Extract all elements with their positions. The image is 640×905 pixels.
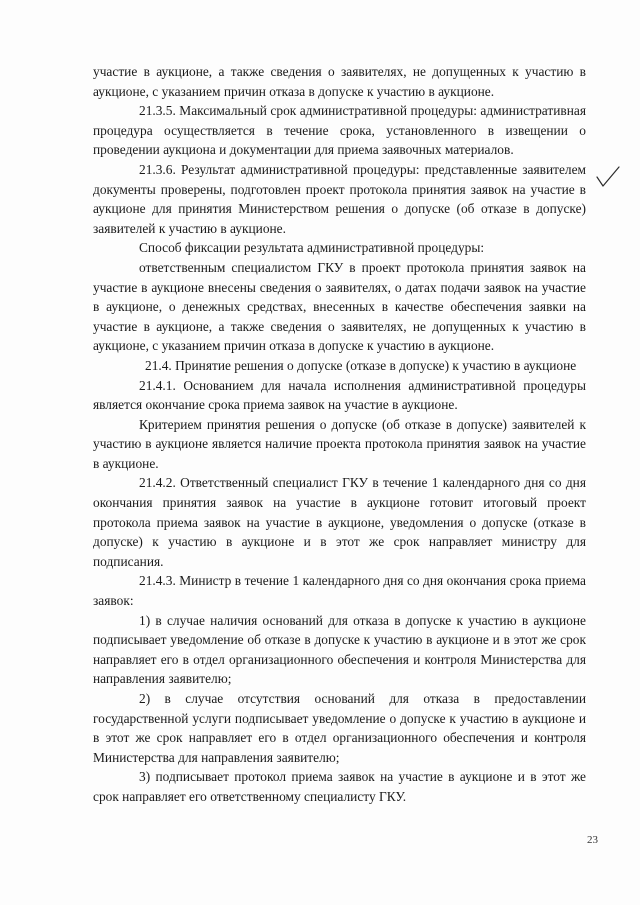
list-item-2: 2) в случае отсутствия оснований для отказа в предоставлении государственной услуги подписывает уведомление о допуске к участию в аукционе и в этот же срок направляет его в отдел организационного обеспечения и контроля Министерства для направления заявителю; (93, 691, 586, 765)
paragraph-continuation: участие в аукционе, а также сведения о заявителях, не допущенных к участию в аукционе, с указанием причин отказа в допуске к участию в аукционе. (93, 64, 586, 99)
document-body (93, 62, 586, 807)
paragraph-21-4-3: 21.4.3. Министр в течение 1 календарного дня со дня окончания срока приема заявок: (93, 573, 586, 609)
paragraph-decision-criterion: Критерием принятия решения о допуске (об отказе в допуске) заявителей к участию в аукционе является наличие проекта протокола принятия заявок на участие в аукционе. (93, 416, 586, 471)
paragraph-21-3-5: 21.3.5. Максимальный срок административной процедуры: административная процедура осуществляется в течение срока, установленного в извещении о проведении аукциона и документации для приема заявочных материалов. (93, 103, 586, 158)
paragraph-21-3-6: 21.3.6. Результат административной процедуры: представленные заявителем документы проверены, подготовлен проект протокола принятия заявок на участие в аукционе для принятия Министерством решения о допуске (об отказе в допуске) заявителей к участию в аукционе. (93, 161, 586, 236)
paragraph-responsible-specialist: ответственным специалистом ГКУ в проект протокола принятия заявок на участие в аукционе внесены сведения о заявителях, о датах подачи заявок на участие в аукционе, о денежных средствах, внесенных в качестве обеспечения заявки на участие в аукционе, а также сведения о заявителях, не допущенных к участию в аукционе, с указанием причин отказа в допуске к участию в аукционе. (93, 259, 586, 354)
list-item-3: 3) подписывает протокол приема заявок на участие в аукционе и в этот же срок направляет его ответственному специалисту ГКУ. (93, 769, 586, 804)
paragraph-21-4-2: 21.4.2. Ответственный специалист ГКУ в течение 1 календарного дня со дня окончания принятия заявок на участие в аукционе готовит итоговый проект протокола приема заявок на участие в аукционе, уведомления о допуске (отказе в допуске) к участию в аукционе и в этот же срок направляет министру для подписания. (93, 475, 586, 569)
page-number: 23 (587, 834, 598, 846)
list-item-1: 1) в случае наличия оснований для отказа в допуске к участию в аукционе подписывает уведомление об отказе в допуске к участию в аукционе и в этот же срок направляет его в отдел организационного обеспечения и контроля Министерства для направления заявителю; (93, 612, 586, 687)
paragraph-fixation-method: Способ фиксации результата административной процедуры: (139, 240, 485, 256)
paragraph-21-4-1: 21.4.1. Основанием для начала исполнения административной процедуры является окончание срока приема заявок на участие в аукционе. (93, 377, 586, 413)
section-heading-21-4: 21.4. Принятие решения о допуске (отказе в допуске) к участию в аукционе (145, 357, 577, 373)
checkmark-icon (594, 163, 622, 191)
